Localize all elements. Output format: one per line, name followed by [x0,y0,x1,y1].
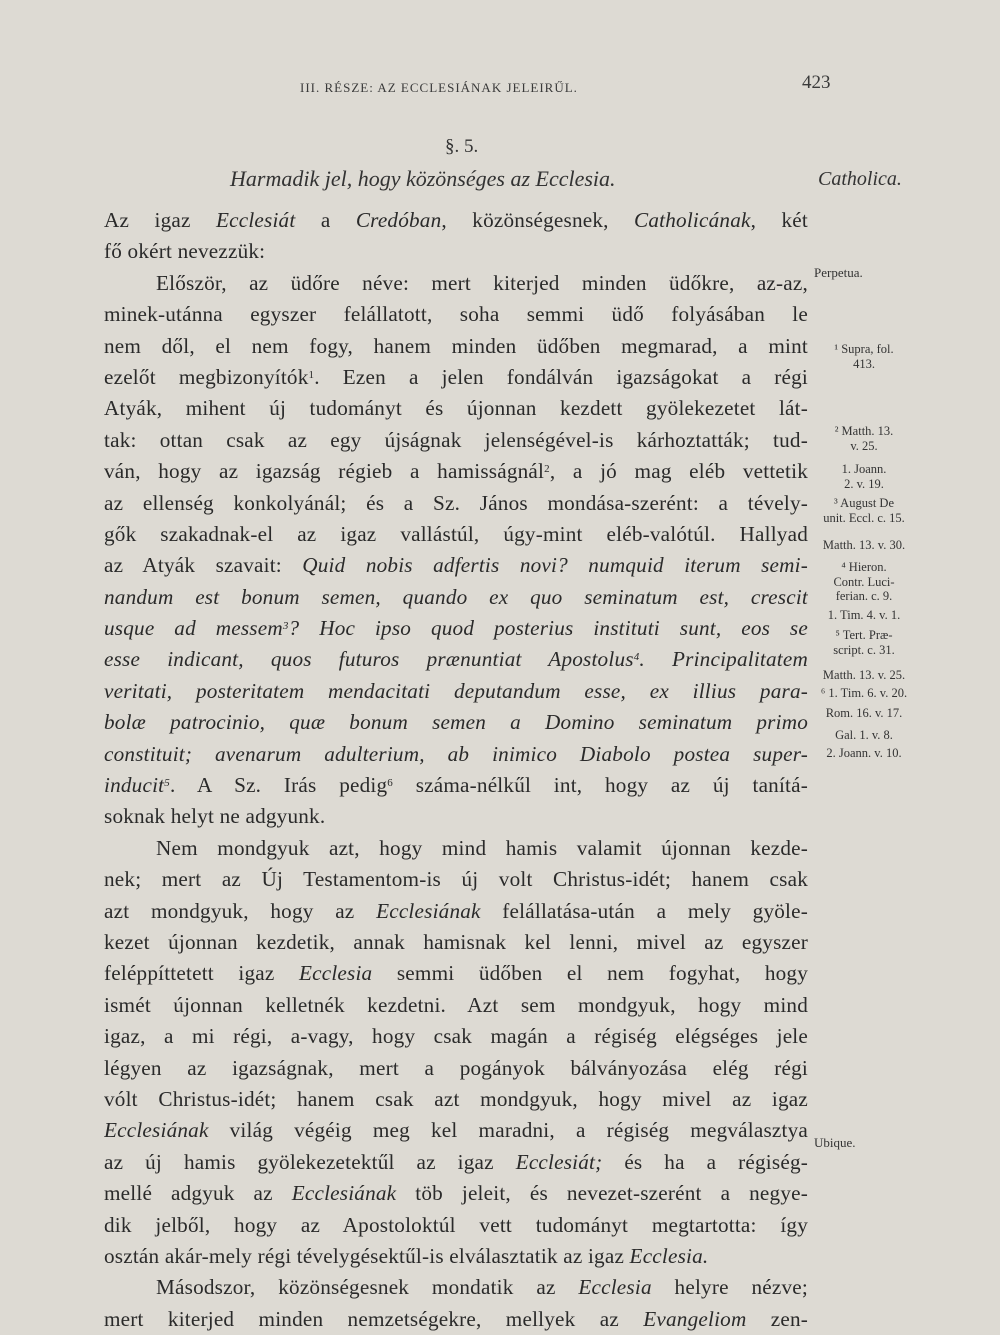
text-line: az ellenség konkolyánál; és a Sz. János mondása-szerént: a tévely- [104,490,808,515]
text-line: minek-utánna egyszer felállatott, soha semmi üdő folyásában le [104,302,808,327]
text-line: az Atyák szavait: Quid nobis adfertis novi? numquid iterum semi- [104,553,808,578]
text-line: vólt Christus-idét; hanem csak azt mondgyuk, hogy mivel az igaz [104,1086,808,1111]
margin-note: ⁶ 1. Tim. 6. v. 20. [820,686,908,700]
text-line: fő okért nevezzük: [104,239,266,264]
text-line: nandum est bonum semen, quando ex quo seminatum est, crescit [104,584,808,609]
text-line: bolæ patrocinio, quæ bonum semen a Domino seminatum primo [104,710,808,735]
text-line: Az igaz Ecclesiát a Credóban, közönségesnek, Catholicának, két [104,208,808,232]
margin-keyword-ubique: Ubique. [814,1135,856,1150]
text-line: légyen az igazságnak, mert a pogányok bálványozása elég régi [104,1055,808,1080]
margin-note: ¹ Supra, fol. 413. [834,342,894,371]
text-line: mert kiterjed minden nemzetségekre, mellyek az Evangeliom zen- [104,1306,808,1331]
margin-note: ² Matth. 13. v. 25. [834,424,894,453]
text-line: Először, az üdőre néve: mert kiterjed minden üdőkre, az-az, [156,270,808,295]
text-line: Atyák, mihent új tudományt és újonnan kezdett gyölekezetet lát- [104,396,808,421]
text-line: soknak helyt ne adgyunk. [104,804,326,829]
margin-note: 2. Joann. v. 10. [826,746,902,760]
text-line: dik jelből, hogy az Apostoloktúl vett tudományt megtartotta: így [104,1212,808,1237]
text-line: ismét újonnan kelletnék kezdetni. Azt sem mondgyuk, hogy mind [104,992,808,1017]
margin-note: ³ August De unit. Eccl. c. 15. [823,496,905,525]
page-number: 423 [802,72,831,93]
body-text [104,205,808,1335]
text-line: igaz, a mi régi, a-vagy, hogy csak magán a régiség elégséges jele [104,1024,808,1049]
text-line: azt mondgyuk, hogy az Ecclesiának felállatása-után a mely gyöle- [104,898,808,923]
text-line: osztán akár-mely régi tévelygésektűl-is elválasztatik az igaz Ecclesia. [104,1243,709,1268]
text-line: inducit$^5$. A Sz. Irás pedig$^6$ száma-nélkűl int, hogy az új tanítá- [104,773,808,798]
text-line: nek; mert az Új Testamentom-is új volt Christus-idét; hanem csak [104,867,808,892]
section-number: §. 5. [445,136,479,157]
text-line: veritati, posteritatem mendacitati deputandum esse, ex illius para- [104,678,808,703]
section-title: Harmadik jel, hogy közönséges az Ecclesia. [230,166,616,191]
margin-note: Gal. 1. v. 8. [835,728,893,742]
text-line: ezelőt megbizonyítók$^1$. Ezen a jelen fondálván igazságokat a régi [104,364,808,389]
margin-keyword-catholica: Catholica. [818,168,902,190]
text-line: Ecclesiának világ végéig meg kel maradni, a régiség megválasztya [104,1118,808,1143]
margin-note: Rom. 16. v. 17. [825,706,903,720]
text-line: esse indicant, quos futuros prænuntiat Apostolus$^4$. Principalitatem [104,647,808,672]
text-line: mellé adgyuk az Ecclesiának töb jeleit, és nevezet-szerént a negye- [104,1181,808,1206]
text-line: gők szakadnak-el az igaz vallástúl, úgy-mint eléb-valótúl. Hallyad [104,521,808,546]
running-head: III. RÉSZE: AZ ECCLESIÁNAK JELEIRŰL. [300,80,578,95]
margin-note: Matth. 13. v. 30. [822,538,906,552]
margin-note: Matth. 13. v. 25. [822,668,906,682]
text-line: kezet újonnan kezdetik, annak hamisnak kel lenni, mivel az egyszer [104,929,808,954]
text-line: Nem mondgyuk azt, hogy mind hamis valamit újonnan kezde- [156,835,808,860]
text-line: az új hamis gyölekezetektűl az igaz Ecclesiát; és ha a régiség- [104,1149,808,1174]
margin-note: 1. Joann. 2. v. 19. [841,462,887,491]
margin-note: 1. Tim. 4. v. 1. [827,608,901,622]
text-line: usque ad messem$^3$? Hoc ipso quod posterius instituti sunt, eos se [104,616,808,641]
margin-note: ⁴ Hieron. Contr. Luci- ferian. c. 9. [833,560,895,604]
text-line: Másodszor, közönségesnek mondatik az Ecclesia helyre nézve; [156,1275,808,1300]
text-line: ván, hogy az igazság régieb a hamisságnál$^2$, a jó mag eléb vettetik [104,459,808,484]
margin-note: ⁵ Tert. Præ- script. c. 31. [833,628,895,657]
text-line: feléppíttetett igaz Ecclesia semmi üdőben el nem fogyhat, hogy [104,961,808,986]
text-line: constituit; avenarum adulterium, ab inimico Diabolo postea super- [104,741,808,766]
text-line: tak: ottan csak az egy újságnak jelenségével-is kárhoztatták; tud- [104,427,808,452]
margin-keyword-perpetua: Perpetua. [814,265,863,280]
text-line: nem dől, el nem fogy, hanem minden üdőben megmarad, a mint [104,333,808,358]
